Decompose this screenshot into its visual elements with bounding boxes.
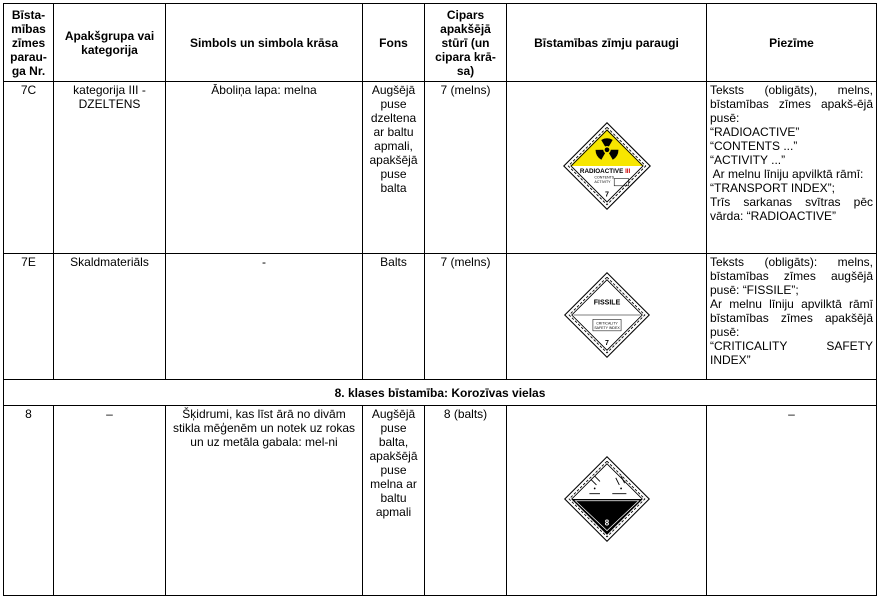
table-row <box>4 254 877 380</box>
table-row <box>4 406 877 596</box>
cell-symbol: - <box>166 254 363 380</box>
note-line: “CONTENTS ...” <box>710 139 798 153</box>
cell-symbol: Āboliņa lapa: melna <box>166 82 363 254</box>
sign-box-line1: CRITICALITY <box>595 321 618 326</box>
cell-sample <box>507 254 707 380</box>
header-samples: Bīstamības zīmju paraugi <box>507 4 707 82</box>
sign-activity-text: ACTIVITY <box>593 180 611 185</box>
cell-sample <box>507 82 707 254</box>
header-note: Piezīme <box>707 4 877 82</box>
sign-box-line2: SAFETY INDEX <box>593 326 620 331</box>
section-title: 8. klases bīstamība: Korozīvas vielas <box>4 380 877 406</box>
header-row <box>4 4 877 82</box>
sign-digit: 7 <box>604 339 609 347</box>
header-nr: Bīsta-mības zīmes parau-ga Nr. <box>4 4 54 82</box>
header-subgroup: Apakšgrupa vai kategorija <box>54 4 166 82</box>
header-background: Fons <box>363 4 425 82</box>
note-line: “ACTIVITY ...” <box>710 153 786 167</box>
hazard-label-table <box>3 3 877 596</box>
cell-subgroup: – <box>54 406 166 596</box>
table-row <box>4 82 877 254</box>
cell-sample <box>507 406 707 596</box>
cell-background: Augšējā puse dzeltena ar baltu apmali, apakšējā puse balta <box>363 82 425 254</box>
cell-nr: 7E <box>4 254 54 380</box>
note-line: “TRANSPORT INDEX”; <box>710 181 835 195</box>
fissile-label-icon <box>563 271 651 359</box>
note-line: Ar melnu līniju apvilktā rāmī bīstamības zīmes apakšējā pusē: <box>710 297 873 339</box>
header-digit: Cipars apakšējā stūrī (un cipara krā-sa) <box>425 4 507 82</box>
cell-nr: 7C <box>4 82 54 254</box>
note-line: Trīs sarkanas svītras pēc vārda: “RADIOACTIVE” <box>710 195 873 223</box>
cell-digit: 7 (melns) <box>425 82 507 254</box>
cell-nr: 8 <box>4 406 54 596</box>
sign-contents-text: CONTENTS <box>593 175 614 180</box>
cell-note: – <box>707 406 877 596</box>
note-line: Teksts (obligāts), melns, bīstamības zīmes apakš-ējā pusē: <box>710 83 873 125</box>
cell-note <box>707 82 877 254</box>
sign-label-text: RADIOACTIVE <box>579 168 623 176</box>
cell-digit: 8 (balts) <box>425 406 507 596</box>
note-line: Teksts (obligāts): melns, bīstamības zīmes augšējā pusē: “FISSILE”; <box>710 255 873 297</box>
note-line: Ar melnu līniju apvilktā rāmī: <box>710 167 864 181</box>
sign-category-text: III <box>624 168 630 176</box>
cell-note <box>707 254 877 380</box>
corrosive-label-icon <box>563 455 651 543</box>
cell-subgroup: Skaldmateriāls <box>54 254 166 380</box>
note-line: “CRITICALITY SAFETY INDEX” <box>710 339 873 367</box>
cell-background: Augšējā puse balta, apakšējā puse melna ar baltu apmali <box>363 406 425 596</box>
section-row <box>4 380 877 406</box>
note-line: “RADIOACTIVE” <box>710 125 800 139</box>
sign-label-text: FISSILE <box>593 299 620 307</box>
cell-subgroup: kategorija III - DZELTENS <box>54 82 166 254</box>
cell-symbol: Šķidrumi, kas līst ārā no divām stikla mēģenēm un notek uz rokas un uz metāla gabala: mel-ni <box>166 406 363 596</box>
sign-digit: 8 <box>604 518 609 528</box>
header-symbol: Simbols un simbola krāsa <box>166 4 363 82</box>
sign-digit: 7 <box>604 189 609 199</box>
radioactive-yellow-label-icon <box>562 121 652 211</box>
cell-background: Balts <box>363 254 425 380</box>
cell-digit: 7 (melns) <box>425 254 507 380</box>
